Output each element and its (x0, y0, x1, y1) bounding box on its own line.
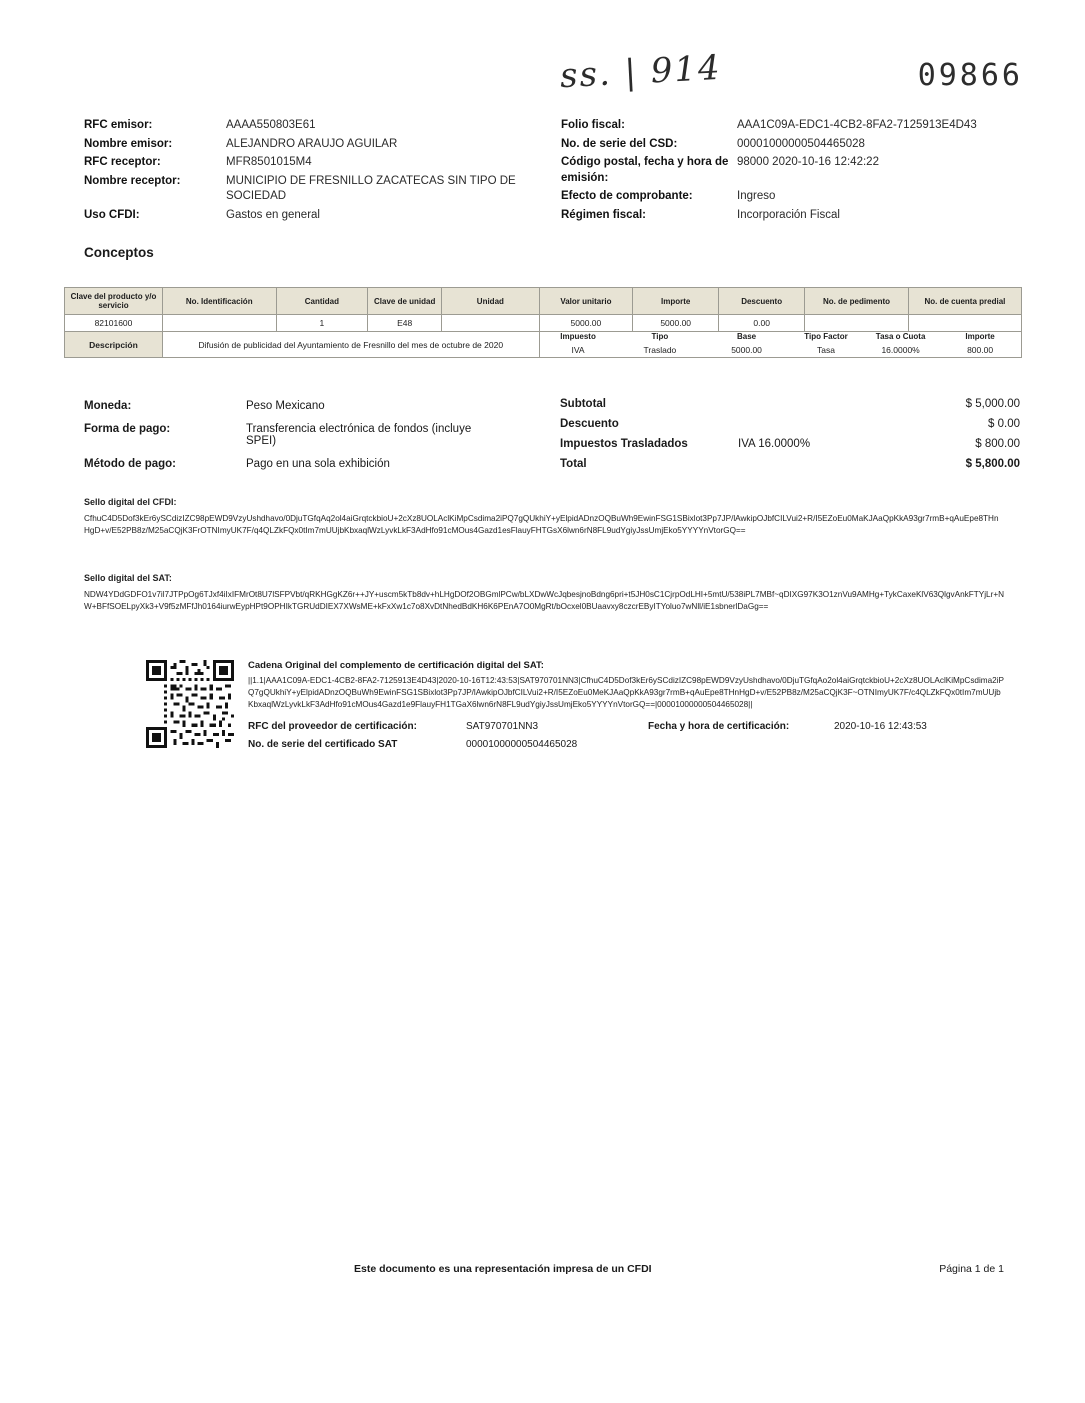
col-valor-unitario: Valor unitario (539, 288, 633, 315)
field-value: MFR8501015M4 (226, 156, 312, 169)
col-clave-producto: Clave del producto y/o servicio (65, 288, 163, 315)
field-value: AAAA550803E61 (226, 119, 316, 131)
row-rfc-proveedor (248, 721, 1004, 732)
col-tipo-factor: Tipo Factor (804, 332, 848, 342)
cell-clave-unidad: E48 (368, 315, 442, 332)
field-value: ALEJANDRO ARAUJO AGUILAR (226, 137, 398, 150)
field-value: Pago en una sola exhibición (246, 458, 390, 470)
field-nombre-receptor (84, 174, 527, 205)
field-value: 00001000000504465028 (466, 738, 578, 750)
field-label: RFC del proveedor de certificación: (248, 720, 417, 732)
cell-base: 5000.00 (731, 345, 762, 356)
col-tipo: Tipo (651, 332, 669, 342)
total-subtotal (560, 398, 1022, 410)
col-descuento: Descuento (719, 288, 805, 315)
field-regimen-fiscal (561, 208, 1004, 224)
field-value: Incorporación Fiscal (737, 208, 840, 221)
cell-importe-impuesto: 800.00 (967, 345, 994, 356)
qr-code-area (146, 660, 234, 748)
table-row (65, 315, 1022, 332)
totals-block (560, 398, 1022, 478)
sello-cfdi-section (84, 496, 1004, 537)
conceptos-table (64, 287, 1022, 358)
cadena-value: ||1.1|AAA1C09A-EDC1-4CB2-8FA2-7125913E4D43|2020-10-16T12:43:53|SAT970701NN3|CfhuC4D5Dof3kEr6ySCdizIZC98pEWD9VzyUshdhavo/0DjuTGfqAo2ol4aiGrqtckbioU+2cXz8UOLAclKiMpCsdima2iPQ7gQUkhiY+yElpidADnzOQBuWh9EwinFSG1SBixlot3Pp7JP/lAwkipOJbfCILVui2+R/I5EZoEu0MeKJAaQpKkA93gr7rmB+qAuEpe8THnHgD+v/E52PB8z/M25aCQjK3F~OTNImyUK7F/c4QLZkFQx0tIm7mUUjbKbxaqlWzLyvkLkF3AdHfo91cMOus4Gazd1e9FlauyFH1TGaX6lwn6rN8FL9udYgiyJssUmjEko5YYYYnVtorGQ==|00001000000504465028|| (248, 676, 1005, 709)
field-label: No. de serie del CSD: (561, 137, 678, 150)
field-nombre-emisor (84, 137, 527, 153)
total-amount: $ 5,000.00 (965, 398, 1020, 410)
total-total (560, 458, 1022, 470)
sello-sat-value: NDW4YDdGDFO1v7il7JTPpOg6TJxf4iIxIFMrOt8U7lSFPVbt/qRKHGgKZ6r++JY+uscm5kTb8dv+hLHgDOf2OBGmlPCw/bLXDwWcJqbesjnoBdng6pri+t5JH0sC1CjrpOdLHI+5mtU/538iPL7MBf~qDIXG97K3O1znVu9AMHg+TykCaxeKlV63QlgvAnkFTYjLr+NW+BFfSOELpyXk3+V9f5zMFfJh0164iurwEypHPt9OPHIkTGRUdDIEX7XWsME+kFxXw1c7o8XvDtNhedBdKH6K6PEnA7O0MgRt/bOcxel0BUaavxy8czcrEByITYoluo7wNll/iE1sbnerlDaGg== (84, 590, 1005, 611)
field-value: 00001000000504465028 (737, 137, 865, 150)
total-label: Descuento (560, 418, 619, 430)
field-value: Ingreso (737, 190, 776, 203)
col-no-pedimento: No. de pedimento (805, 288, 909, 315)
impuestos-value-row (540, 343, 1021, 357)
field-metodo-pago (84, 458, 504, 470)
cell-cantidad: 1 (276, 315, 368, 332)
header-left-column (84, 118, 527, 226)
impuestos-table (540, 332, 1021, 357)
field-label: RFC emisor: (84, 119, 153, 131)
col-importe: Importe (633, 288, 719, 315)
field-folio-fiscal (561, 118, 1004, 134)
field-label: Folio fiscal: (561, 119, 625, 131)
qr-code-icon (146, 660, 234, 748)
footer-page-number: Página 1 de 1 (939, 1263, 1004, 1275)
top-marks (0, 30, 1085, 100)
row-serie-certificado (248, 739, 1004, 750)
payment-info (84, 400, 504, 481)
col-impuesto: Impuesto (560, 332, 596, 342)
field-rfc-receptor (84, 155, 527, 171)
cadena-original-section (248, 660, 1004, 757)
total-detail: IVA 16.0000% (738, 438, 811, 450)
field-label: RFC receptor: (84, 156, 161, 169)
conceptos-title: Conceptos (84, 245, 154, 260)
folio-stamp: 09866 (917, 58, 1023, 93)
field-value: SAT970701NN3 (466, 720, 539, 732)
col-no-identificacion: No. Identificación (162, 288, 276, 315)
total-label: Total (560, 458, 587, 470)
impuestos-cell (539, 332, 1021, 358)
total-descuento (560, 418, 1022, 430)
total-amount: $ 5,800.00 (965, 458, 1020, 470)
total-amount: $ 0.00 (988, 418, 1020, 430)
cell-clave-producto: 82101600 (65, 315, 163, 332)
field-label: Código postal, fecha y hora de emisión: (561, 156, 729, 184)
cell-descuento: 0.00 (719, 315, 805, 332)
sello-sat-title: Sello digital del SAT: (84, 573, 172, 583)
cell-importe: 5000.00 (633, 315, 719, 332)
field-label: No. de serie del certificado SAT (248, 738, 398, 750)
col-clave-unidad: Clave de unidad (368, 288, 442, 315)
header-right-column (527, 118, 1004, 226)
col-base: Base (737, 332, 757, 342)
sello-cfdi-value: CfhuC4D5Dof3kEr6ySCdizIZC98pEWD9VzyUshdhavo/0DjuTGfqAq2ol4aiGrqtckbioU+2cXz8UOLAclKiMpCsdima2iPQ7gQUkhiY+yElpidADnzOQBuWh9EwinFSG1SBixlot3Pp7JP/lAwkipOJbfCILVui2+R/I5EZoEu0MaKJAaQpKkA93gr7rmB+qAuEpe8THnHgD+v/E52PB8z/M25aCQjK3FrOTNImyUK7F/q4QLZkFQx0tIm7mUUjbKbxaqlWzLyvkLkF3AdHfo91cMOus4Gazd1esFlauyFHTGsX6lwn6rN8FL9udYgiyJssUmjEko5YYYYnVtorGQ== (84, 514, 999, 535)
descripcion-text: Difusión de publicidad del Ayuntamiento de Fresnillo del mes de octubre de 2020 (162, 332, 539, 358)
field-value: Transferencia electrónica de fondos (incluye SPEI) (246, 423, 472, 447)
field-uso-cfdi (84, 208, 527, 224)
field-value: Gastos en general (226, 208, 320, 221)
field-moneda (84, 400, 504, 412)
descripcion-label: Descripción (65, 332, 163, 358)
field-codigo-postal-fecha (561, 155, 1004, 186)
field-value: 98000 2020-10-16 12:42:22 (737, 156, 879, 169)
field-label: Método de pago: (84, 458, 176, 470)
total-label: Subtotal (560, 398, 606, 410)
col-unidad: Unidad (442, 288, 539, 315)
field-label: Régimen fiscal: (561, 208, 646, 221)
total-impuestos-trasladados (560, 438, 1022, 450)
field-label: Forma de pago: (84, 423, 171, 435)
field-serie-csd (561, 137, 1004, 153)
cell-tasa-cuota: 16.0000% (881, 345, 920, 356)
field-value: AAA1C09A-EDC1-4CB2-8FA2-7125913E4D43 (737, 119, 977, 131)
table-header-row (65, 288, 1022, 315)
field-value: Peso Mexicano (246, 400, 325, 412)
page-footer (84, 1263, 1004, 1275)
cell-tipo-factor: Tasa (817, 345, 835, 356)
field-label: Fecha y hora de certificación: (648, 720, 790, 732)
total-label: Impuestos Trasladados (560, 438, 688, 450)
col-importe-impuesto: Importe (965, 332, 995, 342)
cell-no-identificacion (162, 315, 276, 332)
sello-cfdi-title: Sello digital del CFDI: (84, 497, 177, 507)
cell-unidad (442, 315, 539, 332)
field-value: MUNICIPIO DE FRESNILLO ZACATECAS SIN TIPO DE SOCIEDAD (226, 174, 516, 203)
field-forma-pago (84, 423, 504, 447)
field-value: 2020-10-16 12:43:53 (834, 720, 927, 732)
col-tasa-cuota: Tasa o Cuota (875, 332, 926, 342)
field-rfc-emisor (84, 118, 527, 134)
col-cantidad: Cantidad (276, 288, 368, 315)
certificacion-rows (248, 721, 1004, 750)
cell-no-pedimento (805, 315, 909, 332)
field-label: Nombre receptor: (84, 174, 181, 187)
handwritten-annotation: ss. | 914 (559, 47, 723, 97)
footer-note: Este documento es una representación impresa de un CFDI (354, 1263, 652, 1275)
field-efecto-comprobante (561, 189, 1004, 205)
impuestos-header-row (540, 332, 1021, 343)
invoice-header (84, 118, 1004, 226)
col-no-cuenta-predial: No. de cuenta predial (908, 288, 1021, 315)
field-label: Moneda: (84, 400, 132, 412)
field-label: Nombre emisor: (84, 137, 173, 150)
cell-impuesto: IVA (571, 345, 585, 356)
descripcion-row (65, 332, 1022, 358)
total-amount: $ 800.00 (975, 438, 1020, 450)
cell-valor-unitario: 5000.00 (539, 315, 633, 332)
field-label: Uso CFDI: (84, 208, 140, 221)
cadena-title: Cadena Original del complemento de certificación digital del SAT: (248, 660, 544, 671)
sello-sat-section (84, 572, 1004, 613)
cell-no-cuenta-predial (908, 315, 1021, 332)
field-label: Efecto de comprobante: (561, 190, 693, 203)
cell-tipo: Traslado (643, 345, 677, 356)
